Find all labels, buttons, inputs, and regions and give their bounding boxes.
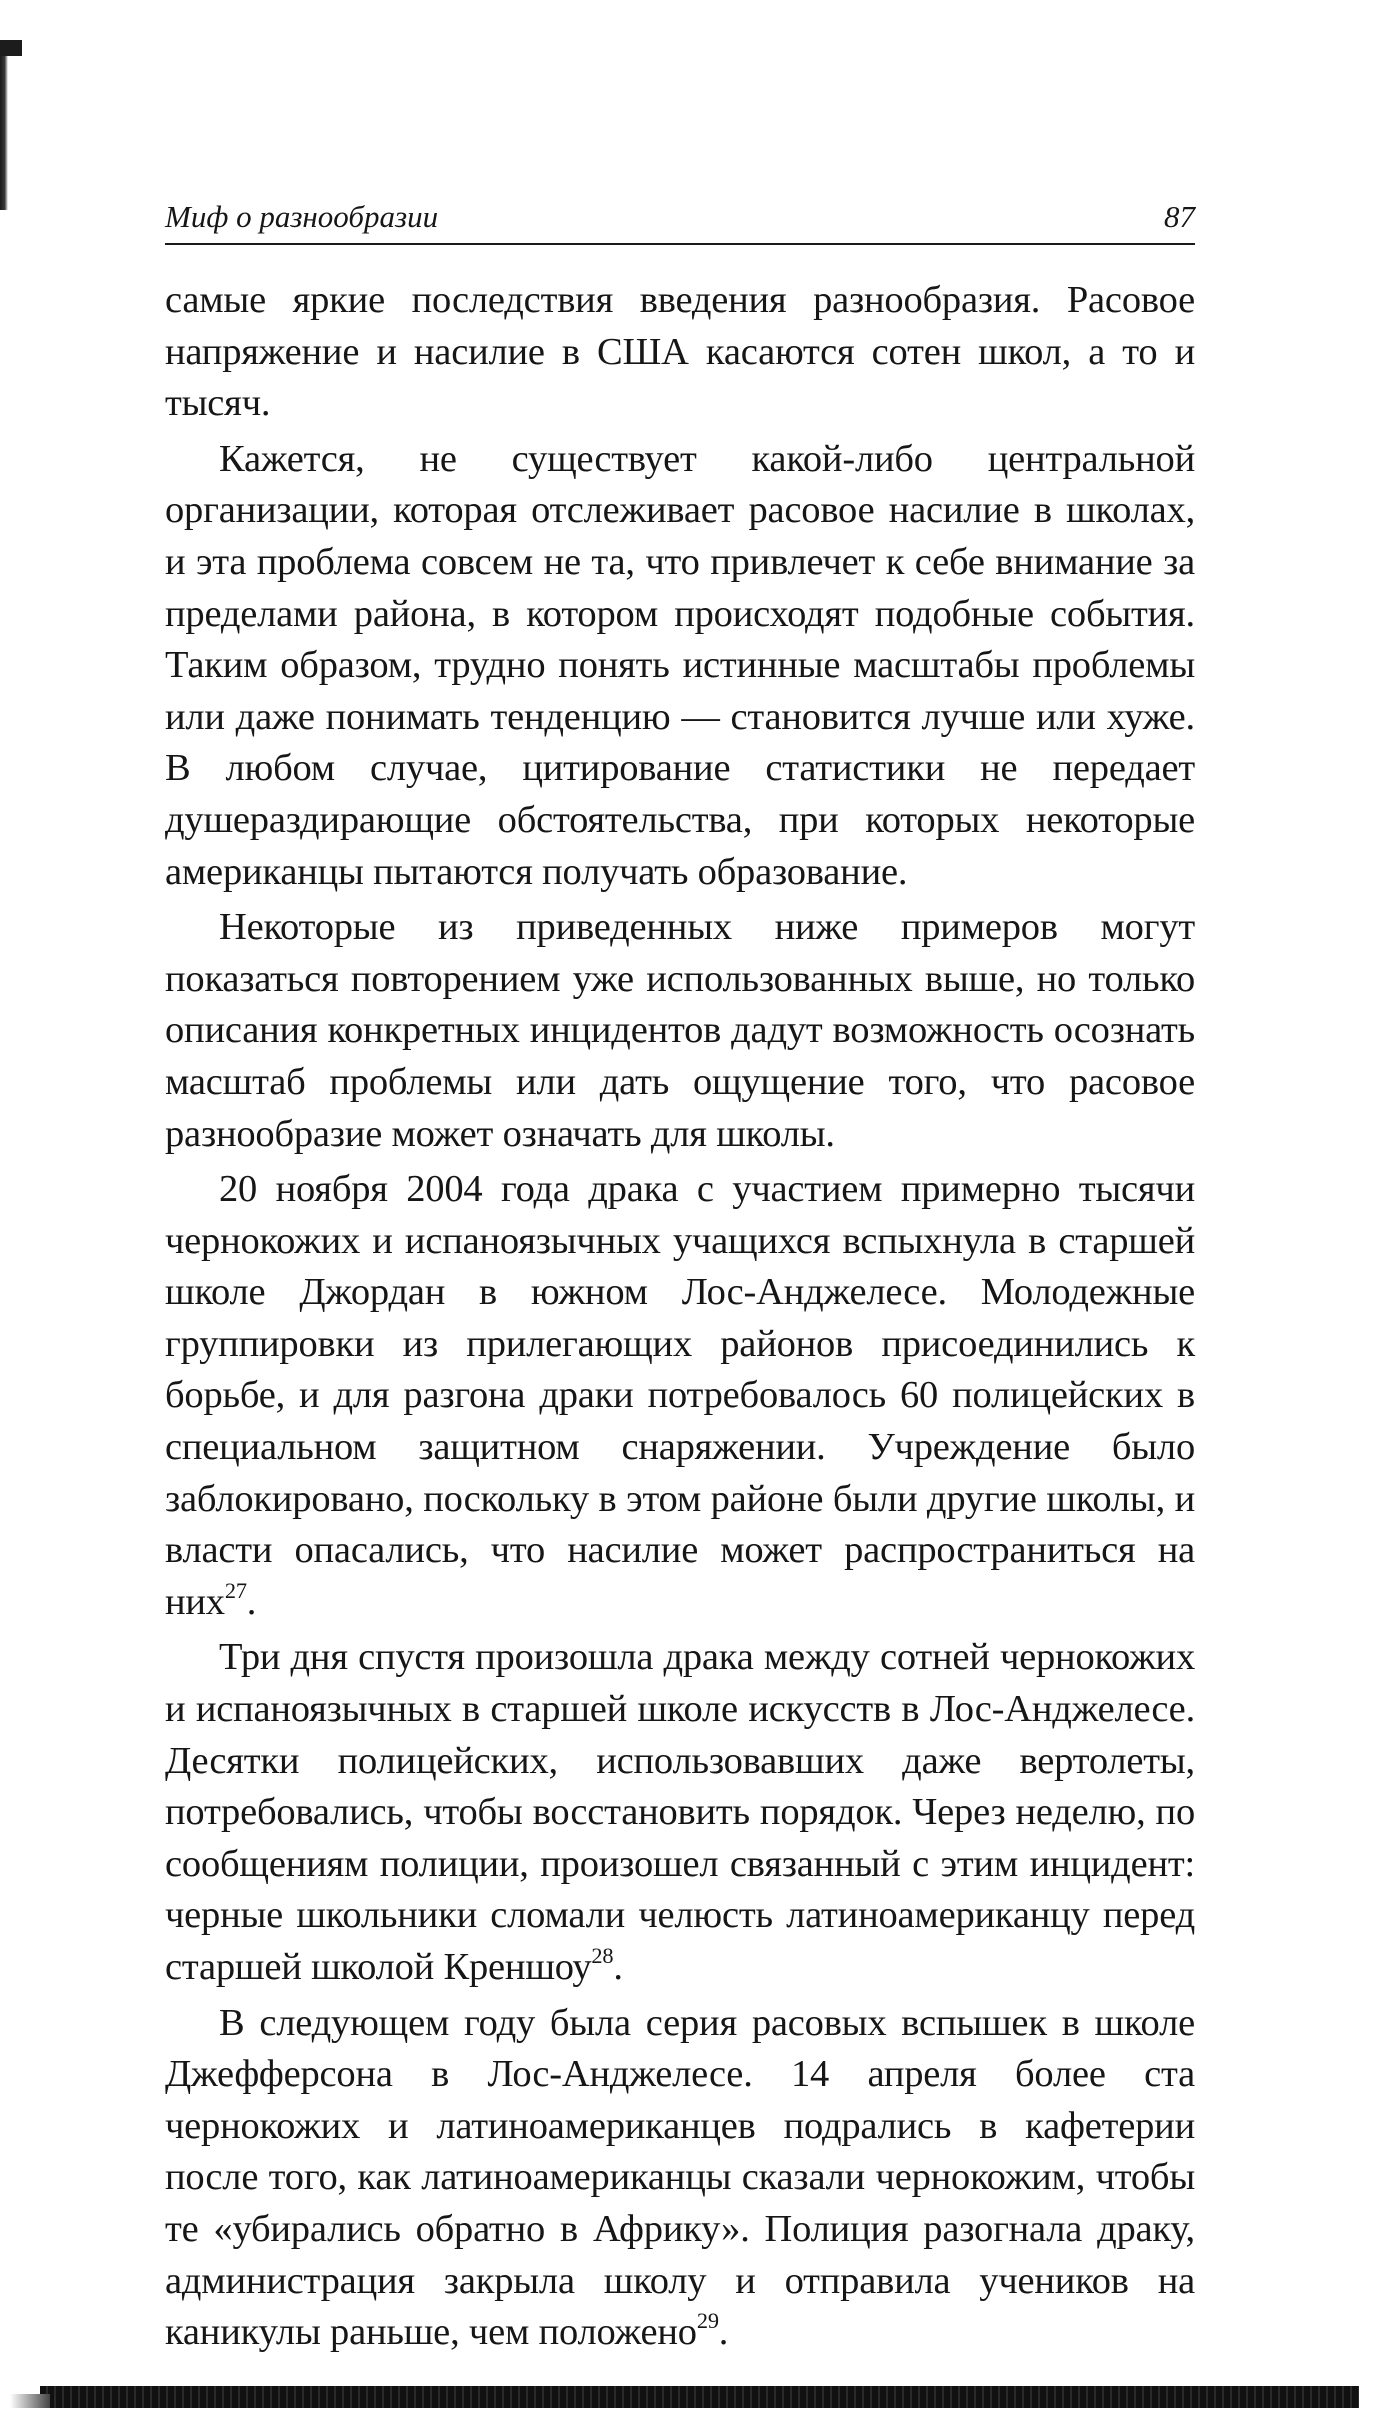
paragraph-2 (165, 434, 1195, 898)
paragraph-text: В следующем году была серия расовых вспышек в школе Джефферсона в Лос-Анджелесе. 14 апреля более ста чернокожих и латиноамериканцев подрались в кафетерии после того, как латиноамериканцы сказали чернокожим, чтобы те «убирались обратно в Африку». Полиция разогнала драку, администрация закрыла школу и отправила учеников на каникулы раньше, чем положено (165, 2001, 1195, 2354)
paragraph-5 (165, 1632, 1195, 1993)
paragraph-text: Кажется, не существует какой-либо центральной организации, которая отслеживает расовое насилие в школах, и эта проблема совсем не та, что привлечет к себе внимание за пределами района, в котором происходят подобные события. Таким образом, трудно понять истинные масштабы проблемы или даже понимать тенденцию — становится лучше или хуже. В любом случае, цитирование статистики не передает душераздирающие обстоятельства, при которых некоторые американцы пытаются получать образование. (165, 437, 1195, 893)
page-number: 87 (1164, 199, 1195, 234)
footnote-marker: 28 (591, 1942, 614, 1968)
body-text (165, 275, 1195, 2359)
sentence-end: . (718, 2311, 729, 2354)
paragraph-text: 20 ноября 2004 года драка с участием примерно тысячи чернокожих и испаноязычных учащихся вспыхнула в старшей школе Джордан в южном Лос-Анджелесе. Молодежные группировки из прилегающих районов присоединились к борьбе, и для разгона драки потребовалось 60 полицейских в специальном защитном снаряжении. Учреждение было заблокировано, поскольку в этом районе были другие школы, и власти опасались, что насилие может распространиться на них (165, 1168, 1195, 1623)
scan-edge-artifact (40, 2386, 1359, 2408)
paragraph-text: Некоторые из приведенных ниже примеров могут показаться повторением уже использованных выше, но только описания конкретных инцидентов дадут возможность осознать масштаб проблемы или дать ощущение того, что расовое разнообразие может означать для школы. (165, 906, 1195, 1155)
book-page (165, 195, 1195, 2359)
running-head-title: Миф о разнообразии (165, 199, 439, 234)
sentence-end: . (246, 1580, 257, 1623)
footnote-marker: 27 (224, 1577, 247, 1603)
paragraph-text: самые яркие последствия введения разнообразия. Расовое напряжение и насилие в США касаются сотен школ, а то и тысяч. (165, 279, 1195, 425)
paragraph-6 (165, 1998, 1195, 2359)
running-head (165, 195, 1195, 245)
footnote-marker: 29 (696, 2308, 719, 2334)
sentence-end: . (613, 1946, 623, 1988)
paragraph-3 (165, 902, 1195, 1160)
paragraph-4 (165, 1164, 1195, 1628)
paragraph-text: Три дня спустя произошла драка между сотней чернокожих и испаноязычных в старшей школе искусств в Лос-Анджелесе. Десятки полицейских, использовавших даже вертолеты, потребовались, чтобы восстановить порядок. Через неделю, по сообщениям полиции, произошел связанный с этим инцидент: черные школьники сломали челюсть латиноамериканцу перед старшей школой Креншоу (165, 1636, 1195, 1988)
paragraph-1 (165, 275, 1195, 430)
scan-edge-artifact (0, 40, 8, 210)
